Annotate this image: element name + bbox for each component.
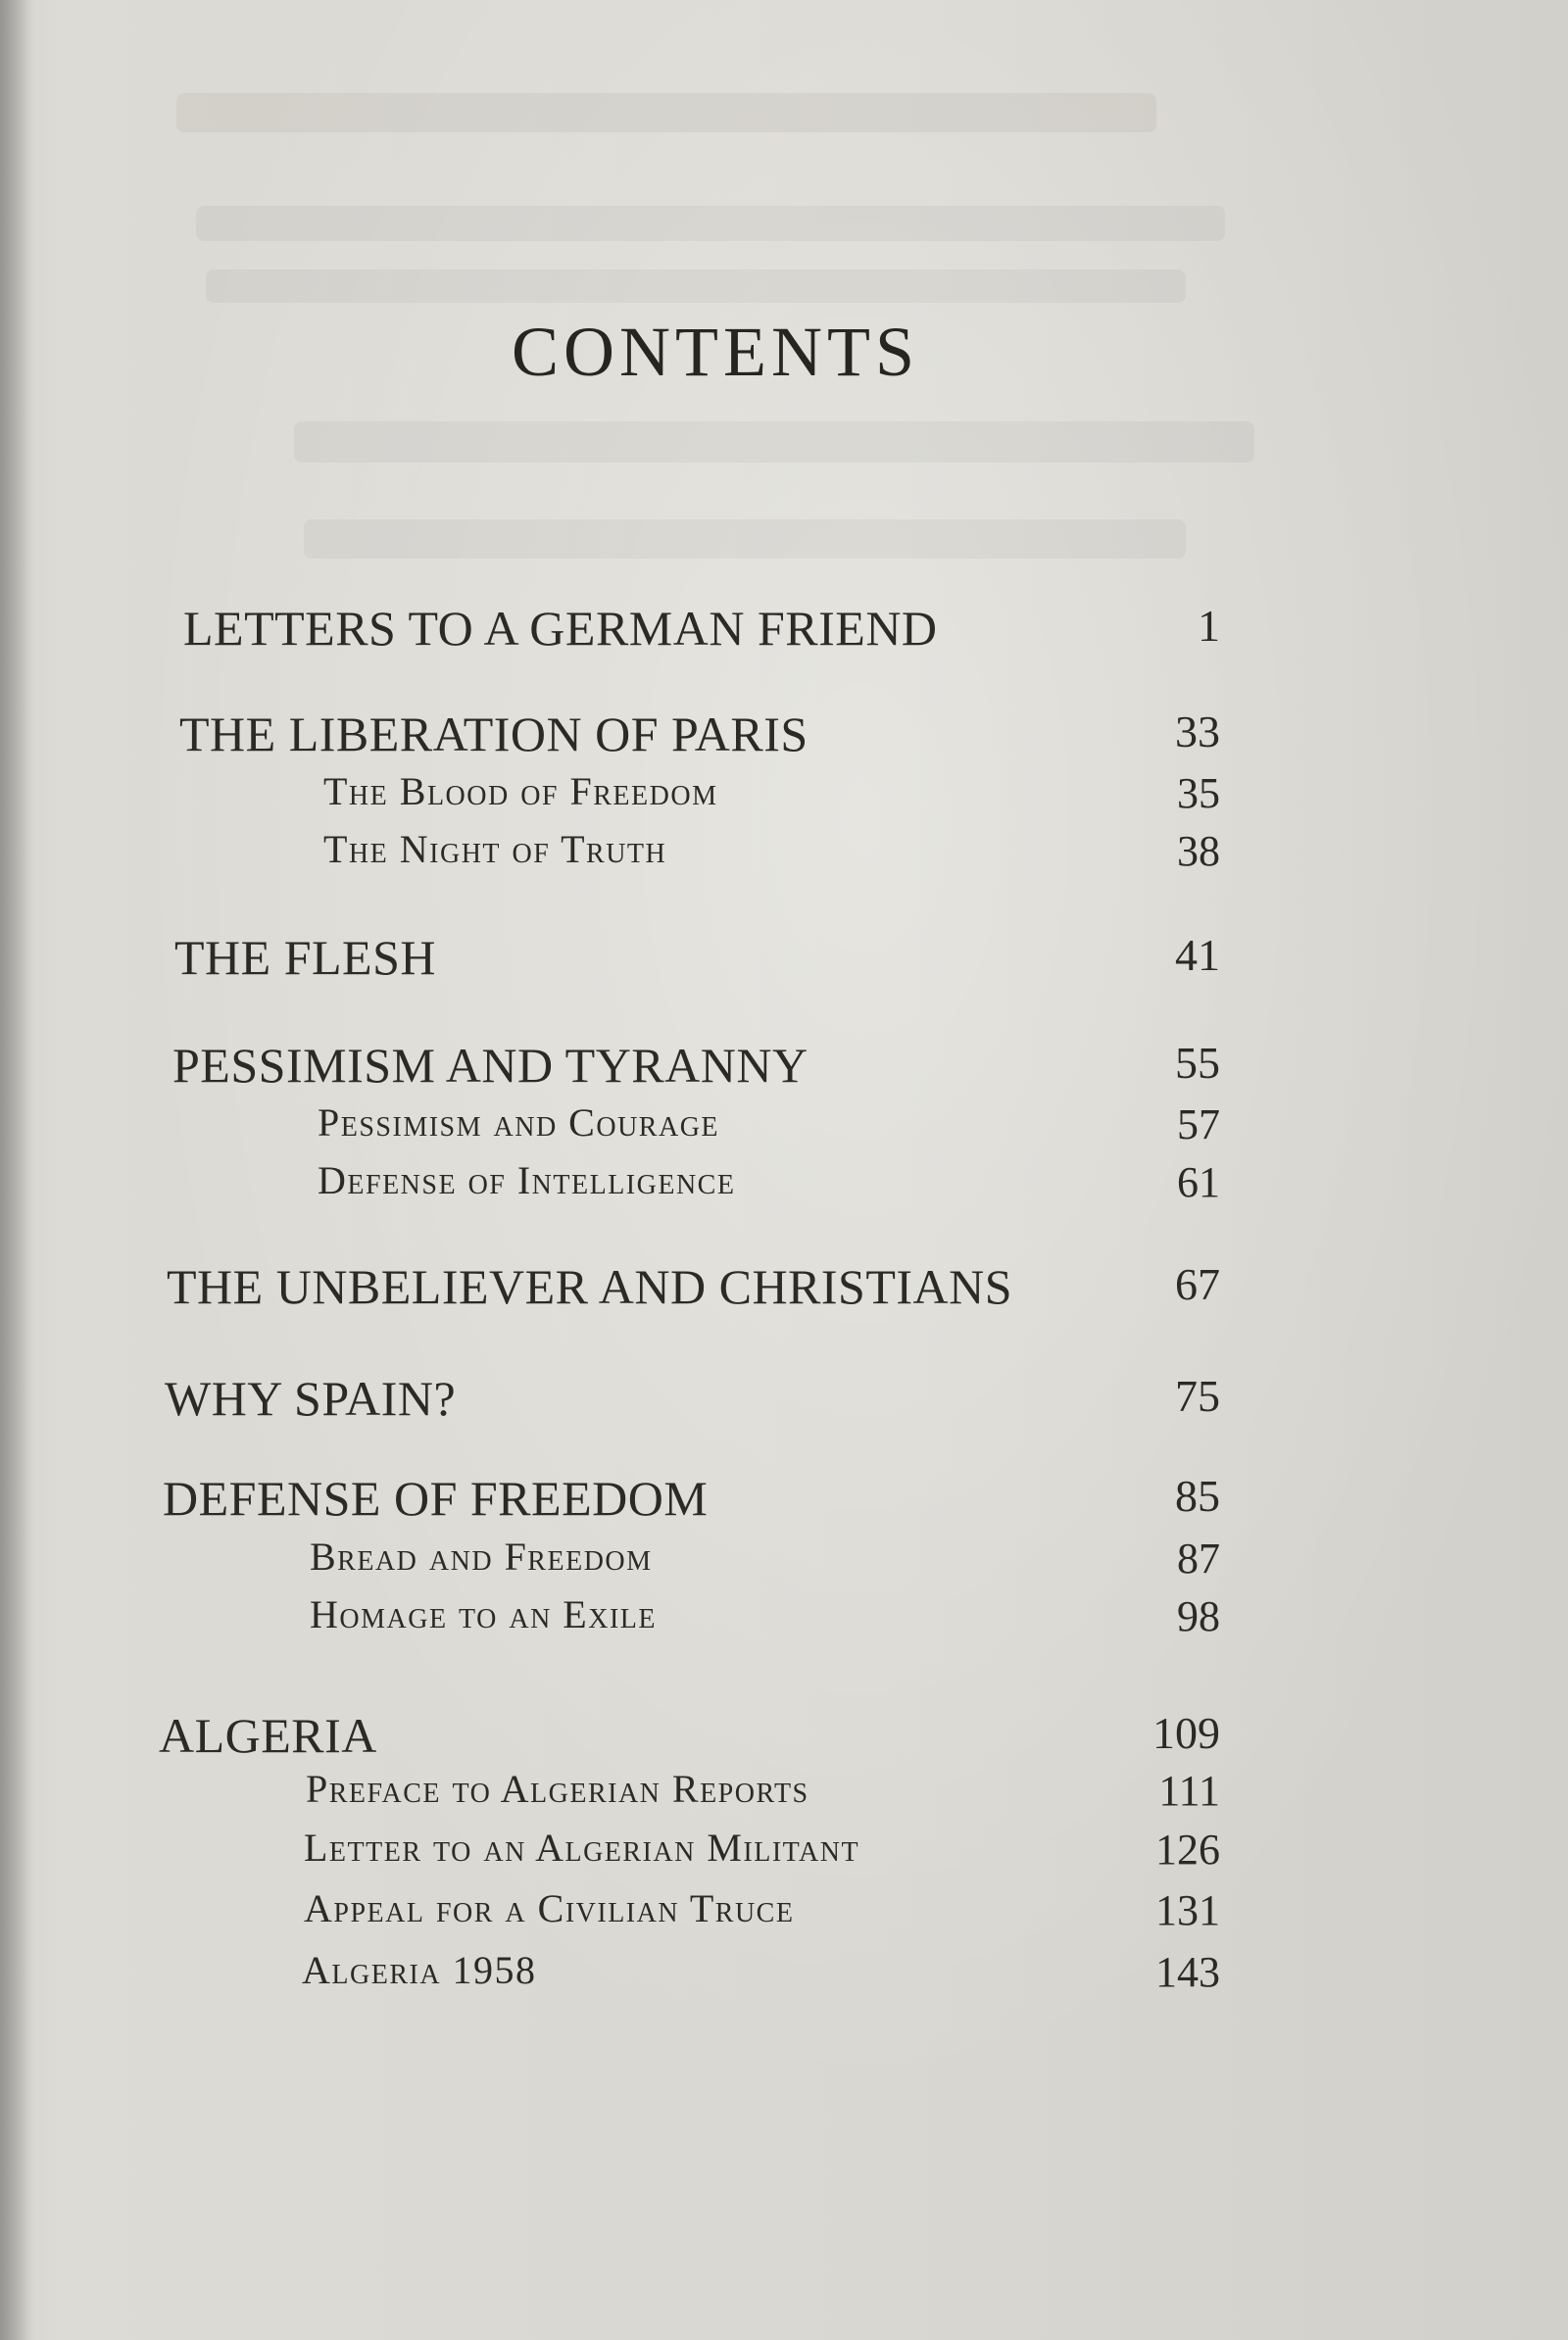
toc-chapter-title: THE LIBERATION OF PARIS (179, 707, 808, 761)
toc-entry (302, 1947, 1220, 2006)
toc-entry (310, 1534, 1220, 1592)
toc-chapter-title: DEFENSE OF FREEDOM (163, 1471, 709, 1526)
toc-chapter-title: THE UNBELIEVER AND CHRISTIANS (167, 1259, 1013, 1314)
toc-page-number: 57 (1177, 1100, 1220, 1148)
toc-section-title: Preface to Algerian Reports (306, 1767, 809, 1811)
toc-entry (318, 1157, 1220, 1216)
toc-page-number: 55 (1175, 1038, 1220, 1088)
toc-page-number: 35 (1177, 769, 1220, 817)
toc-section-title: Appeal for a Civilian Truce (304, 1886, 795, 1930)
toc-entry (306, 1766, 1220, 1825)
toc-entry (318, 1099, 1220, 1158)
toc-page-number: 109 (1152, 1708, 1220, 1758)
toc-chapter-title: PESSIMISM AND TYRANNY (172, 1038, 808, 1093)
toc-entry (165, 1370, 1220, 1429)
toc-page-number: 61 (1177, 1158, 1220, 1206)
toc-entry (163, 1470, 1220, 1529)
toc-page-number: 75 (1175, 1371, 1220, 1421)
toc-entry (323, 826, 1220, 885)
toc-page-number: 85 (1175, 1471, 1220, 1521)
toc-page-number: 87 (1177, 1535, 1220, 1583)
toc-page-number: 33 (1175, 707, 1220, 756)
toc-page-number: 41 (1175, 930, 1220, 980)
toc-page-number: 98 (1177, 1592, 1220, 1640)
toc-page-number: 1 (1198, 601, 1220, 651)
toc-page-number: 111 (1158, 1767, 1220, 1815)
toc-page-number: 131 (1155, 1886, 1220, 1934)
toc-section-title: The Night of Truth (323, 827, 667, 871)
toc-entry (183, 600, 1220, 658)
toc-section-title: The Blood of Freedom (323, 769, 718, 813)
page-title: CONTENTS (512, 313, 919, 391)
toc-entry (304, 1885, 1220, 1944)
toc-entry (172, 1037, 1220, 1096)
toc-section-title: Letter to an Algerian Militant (304, 1826, 860, 1870)
toc-section-title: Bread and Freedom (310, 1535, 653, 1579)
toc-page-number: 126 (1155, 1826, 1220, 1874)
toc-entry (179, 706, 1220, 764)
toc-page-number: 67 (1175, 1259, 1220, 1309)
toc-chapter-title: WHY SPAIN? (165, 1371, 457, 1426)
toc-entry (174, 929, 1220, 988)
toc-section-title: Homage to an Exile (310, 1592, 657, 1636)
toc-page-number: 38 (1177, 827, 1220, 875)
toc-section-title: Algeria 1958 (302, 1948, 537, 1992)
toc-section-title: Pessimism and Courage (318, 1100, 720, 1145)
toc-entry (159, 1707, 1220, 1766)
toc-page-number: 143 (1155, 1948, 1220, 1996)
toc-chapter-title: THE FLESH (174, 930, 436, 985)
toc-chapter-title: ALGERIA (159, 1708, 377, 1763)
toc-entry (304, 1825, 1220, 1883)
toc-chapter-title: LETTERS TO A GERMAN FRIEND (183, 601, 938, 656)
toc-entry (167, 1258, 1220, 1317)
toc-entry (323, 768, 1220, 827)
toc-section-title: Defense of Intelligence (318, 1158, 736, 1202)
toc-entry (310, 1591, 1220, 1650)
